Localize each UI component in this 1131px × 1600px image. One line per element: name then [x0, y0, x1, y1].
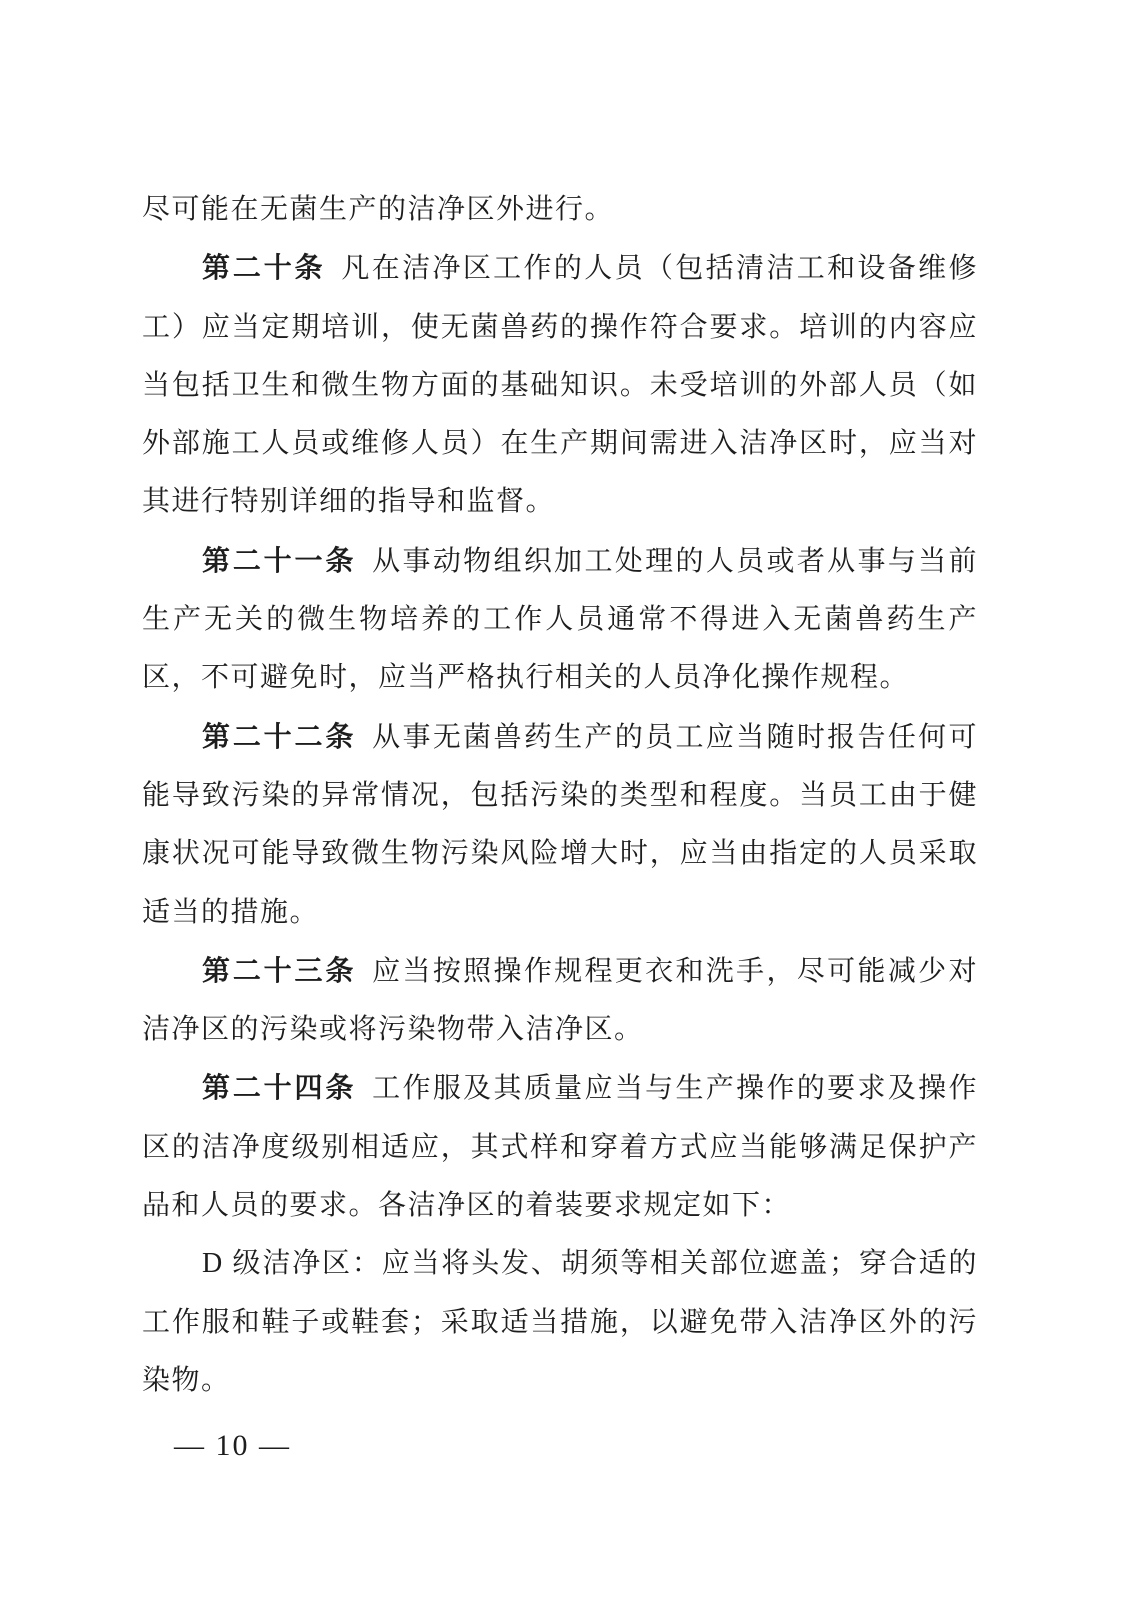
- article-20-paragraph: [142, 239, 978, 531]
- article-20-body: 凡在洁净区工作的人员（包括清洁工和设备维修工）应当定期培训，使无菌兽药的操作符合要求。培训的内容应当包括卫生和微生物方面的基础知识。未受培训的外部人员（如外部施工人员或维修人员）在生产期间需进入洁净区时，应当对其进行特别详细的指导和监督。: [142, 253, 978, 518]
- article-21-heading: 第二十一条: [202, 544, 357, 576]
- article-22-body: 从事无菌兽药生产的员工应当随时报告任何可能导致污染的异常情况，包括污染的类型和程度。当员工由于健康状况可能导致微生物污染风险增大时，应当由指定的人员采取适当的措施。: [142, 721, 978, 928]
- article-22-heading: 第二十二条: [202, 720, 357, 752]
- continuation-paragraph: [142, 181, 978, 239]
- article-24-paragraph: [142, 1059, 978, 1235]
- document-text-block: [142, 181, 978, 1410]
- article-22-paragraph: [142, 708, 978, 942]
- article-24-heading: 第二十四条: [202, 1072, 357, 1104]
- page-number: — 10 —: [174, 1429, 291, 1462]
- grade-d-clean-area-paragraph: [142, 1235, 978, 1410]
- paragraph-text: 尽可能在无菌生产的洁净区外进行。: [142, 194, 615, 225]
- article-23-paragraph: [142, 942, 978, 1060]
- article-20-heading: 第二十条: [202, 252, 326, 284]
- article-23-heading: 第二十三条: [202, 954, 357, 986]
- article-23-body: 应当按照操作规程更衣和洗手，尽可能减少对洁净区的污染或将污染物带入洁净区。: [142, 955, 978, 1046]
- paragraph-text: D 级洁净区：应当将头发、胡须等相关部位遮盖；穿合适的工作服和鞋子或鞋套；采取适当措施，以避免带入洁净区外的污染物。: [142, 1248, 978, 1396]
- article-24-body: 工作服及其质量应当与生产操作的要求及操作区的洁净度级别相适应，其式样和穿着方式应当能够满足保护产品和人员的要求。各洁净区的着装要求规定如下：: [142, 1073, 978, 1222]
- article-21-paragraph: [142, 532, 978, 708]
- article-21-body: 从事动物组织加工处理的人员或者从事与当前生产无关的微生物培养的工作人员通常不得进入无菌兽药生产区，不可避免时，应当严格执行相关的人员净化操作规程。: [142, 545, 978, 694]
